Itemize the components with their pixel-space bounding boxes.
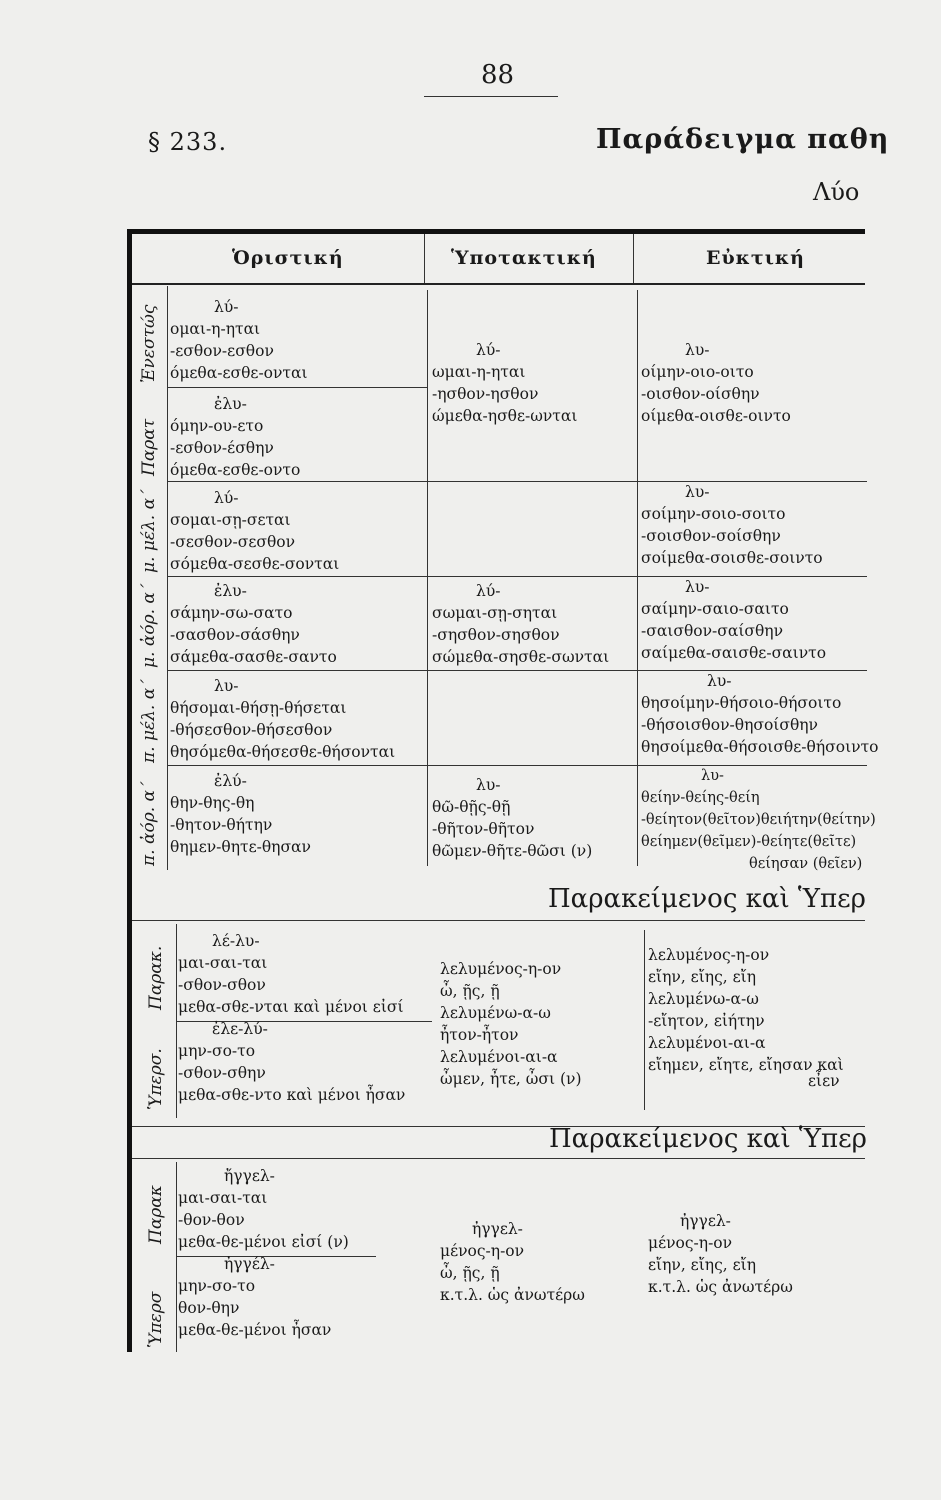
stem: λύ-	[476, 341, 501, 359]
aorist-middle-subjunctive	[432, 580, 609, 668]
form: σόμεθα-σεσθε-σονται	[170, 555, 340, 573]
stem: λυ-	[707, 672, 732, 690]
form: θην-θης-θη	[170, 794, 255, 812]
stem: ἠγγελ-	[680, 1212, 731, 1230]
form: -εσθον-εσθον	[170, 342, 274, 360]
form: θησοίμην-θήσοιο-θήσοιτο	[641, 694, 842, 712]
aorist-middle-optative	[641, 576, 826, 664]
form: -σθον-σθην	[178, 1064, 266, 1082]
page-title: Παράδειγμα παθη	[596, 124, 890, 155]
stem: ἐλυ-	[214, 582, 247, 600]
stem: ἐλε-λύ-	[212, 1020, 268, 1038]
page-number: 88	[481, 60, 515, 90]
section-rule	[132, 1158, 865, 1159]
form: θησόμεθα-θήσεσθε-θήσονται	[170, 743, 396, 761]
perfect-optative-1	[648, 944, 844, 1092]
form: εἴην, εἴης, εἴη	[648, 1256, 756, 1274]
section-heading-perfect-2: Παρακείμενος καὶ Ὑπερ	[549, 1124, 867, 1154]
form: ομαι-η-ηται	[170, 320, 261, 338]
column-divider	[637, 290, 638, 866]
form: σωμαι-σῃ-σηται	[432, 604, 558, 622]
form: θείην-θείης-θείη	[641, 790, 760, 806]
form: κ.τ.λ. ὡς ἀνωτέρω	[648, 1278, 793, 1296]
tense-label-perfect: Παρακ	[146, 1185, 166, 1244]
form: θημεν-θητε-θησαν	[170, 838, 311, 856]
form: εἴημεν, εἴητε, εἴησαν καὶ	[648, 1056, 844, 1074]
form: μεθα-σθε-νται καὶ μένοι εἰσί	[178, 998, 404, 1016]
table-left-rule	[127, 229, 132, 1352]
header-rule	[132, 283, 865, 285]
column-header-indicative: Ὁριστική	[232, 247, 344, 269]
form: -εσθον-έσθην	[170, 439, 274, 457]
form: ὦ, ῇς, ῇ	[440, 1264, 500, 1282]
stem: ἠγγέλ-	[224, 1255, 275, 1273]
stem: ἤγγελ-	[224, 1167, 275, 1185]
tense-label-pluperfect: Ὑπερσ	[146, 1291, 166, 1348]
form: σώμεθα-σησθε-σωνται	[432, 648, 610, 666]
form: σάμην-σω-σατο	[170, 604, 293, 622]
stem: λυ-	[476, 776, 501, 794]
stem: λύ-	[214, 489, 239, 507]
form: ωμαι-η-ηται	[432, 363, 526, 381]
column-header-subjunctive: Ὑποτακτική	[451, 247, 597, 269]
section-rule	[132, 920, 865, 921]
stem: λυ-	[685, 341, 710, 359]
form: -ησθον-ησθον	[432, 385, 539, 403]
stem: λύ-	[476, 582, 501, 600]
perfect-optative-2	[648, 1210, 793, 1298]
future-passive-indicative	[170, 675, 395, 763]
header-divider	[633, 234, 634, 284]
section-heading-perfect-1: Παρακείμενος καὶ Ὑπερ	[548, 884, 866, 914]
perfect-subjunctive-1	[440, 958, 582, 1090]
form: μεθα-θε-μένοι εἰσί (ν)	[178, 1233, 349, 1251]
tense-label-imperfect: Παρατ	[139, 418, 159, 476]
label-column-divider	[167, 286, 168, 870]
stem: λυ-	[685, 483, 710, 501]
tense-label-aorist-passive: π. ἀόρ. α´	[139, 781, 159, 866]
table-top-rule	[127, 229, 865, 234]
form: -θήσοισθον-θησοίσθην	[641, 716, 818, 734]
tense-label-future-passive: π. μέλ. α´	[139, 679, 159, 763]
form: μην-σο-το	[178, 1042, 256, 1060]
form: -σαισθον-σαίσθην	[641, 622, 784, 640]
form: ὦ, ῇς, ῇ	[440, 982, 500, 1000]
form: θησοίμεθα-θήσοισθε-θήσοιντο	[641, 738, 879, 756]
form: εἶεν	[808, 1072, 840, 1090]
future-passive-optative	[641, 670, 878, 758]
tense-label-future-middle: μ. μέλ. α´	[139, 489, 159, 573]
form: -θείητον(θεῖτον)θειήτην(θείτην)	[641, 812, 876, 828]
form: μεθα-θε-μένοι ἦσαν	[178, 1321, 332, 1339]
stem: λύ-	[214, 298, 239, 316]
aorist-middle-indicative	[170, 580, 337, 668]
tense-label-present: Ἐνεστώς	[139, 304, 159, 383]
form: λελυμένω-α-ω	[440, 1004, 551, 1022]
column-divider	[427, 290, 428, 866]
form: μεθα-σθε-ντο καὶ μένοι ἦσαν	[178, 1086, 406, 1104]
verb-subtitle: Λύο	[813, 178, 860, 206]
form: -σησθον-σησθον	[432, 626, 560, 644]
stem: ἠγγελ-	[472, 1220, 523, 1238]
form: -σεσθον-σεσθον	[170, 533, 296, 551]
future-middle-optative	[641, 481, 823, 569]
form: λελυμένοι-αι-α	[440, 1048, 558, 1066]
imperfect-indicative	[170, 393, 300, 481]
page-number-rule	[424, 96, 558, 97]
aorist-passive-indicative	[170, 770, 311, 858]
form: θῶ-θῇς-θῇ	[432, 798, 511, 816]
form: θον-θην	[178, 1299, 240, 1317]
form: -σασθον-σάσθην	[170, 626, 300, 644]
form: οίμεθα-οισθε-οιντο	[641, 407, 791, 425]
present-indicative	[170, 296, 308, 384]
aorist-passive-optative	[641, 765, 876, 875]
form: σαίμην-σαιο-σαιτο	[641, 600, 789, 618]
stem: ἐλυ-	[214, 395, 247, 413]
form: όμην-ου-ετο	[170, 417, 264, 435]
form: εἴην, εἴης, εἴη	[648, 968, 756, 986]
form: -σθον-σθον	[178, 976, 266, 994]
form: ὦμεν, ἦτε, ὦσι (ν)	[440, 1070, 582, 1088]
form: -σοισθον-σοίσθην	[641, 527, 781, 545]
form: μένος-η-ον	[648, 1234, 733, 1252]
form: λελυμένοι-αι-α	[648, 1034, 766, 1052]
column-divider	[644, 930, 645, 1110]
future-middle-indicative	[170, 487, 339, 575]
form: θῶμεν-θῆτε-θῶσι (ν)	[432, 842, 593, 860]
label-column-divider	[176, 1162, 177, 1352]
section-number: § 233.	[148, 128, 228, 156]
form: θείησαν (θεῖεν)	[749, 856, 863, 872]
form: μαι-σαι-ται	[178, 1189, 268, 1207]
form: -θήσεσθον-θήσεσθον	[170, 721, 333, 739]
tense-label-pluperfect: Ὑπερσ.	[146, 1048, 166, 1110]
perfect-indicative-2	[178, 1165, 349, 1341]
perfect-indicative-1	[178, 930, 405, 1106]
tense-label-aorist-middle: μ. ἀόρ. α´	[139, 583, 159, 668]
form: -θῆτον-θῆτον	[432, 820, 535, 838]
form: λελυμένω-α-ω	[648, 990, 759, 1008]
form: οίμην-οιο-οιτο	[641, 363, 754, 381]
stem: λυ-	[214, 677, 239, 695]
form: όμεθα-εσθε-οντο	[170, 461, 301, 479]
form: -θητον-θήτην	[170, 816, 273, 834]
form: σαίμεθα-σαισθε-σαιντο	[641, 644, 827, 662]
form: μένος-η-ον	[440, 1242, 525, 1260]
form: -εἴητον, εἰήτην	[648, 1012, 765, 1030]
form: όμεθα-εσθε-ονται	[170, 364, 308, 382]
form: ώμεθα-ησθε-ωνται	[432, 407, 578, 425]
form: λελυμένος-η-ον	[440, 960, 562, 978]
row-rule	[167, 387, 427, 388]
tense-label-perfect: Παρακ.	[146, 945, 166, 1010]
form: -θον-θον	[178, 1211, 245, 1229]
stem: λέ-λυ-	[212, 932, 260, 950]
form: ἦτον-ἦτον	[440, 1026, 519, 1044]
form: θείημεν(θεῖμεν)-θείητε(θεῖτε)	[641, 834, 857, 850]
form: σάμεθα-σασθε-σαντο	[170, 648, 337, 666]
form: λελυμένος-η-ον	[648, 946, 770, 964]
perfect-subjunctive-2	[440, 1218, 585, 1306]
column-header-optative: Εὐκτική	[706, 247, 805, 269]
form: σομαι-σῃ-σεται	[170, 511, 291, 529]
form: σοίμεθα-σοισθε-σοιντο	[641, 549, 823, 567]
aorist-passive-subjunctive	[432, 774, 592, 862]
form: -οισθον-οίσθην	[641, 385, 760, 403]
stem: λυ-	[701, 768, 724, 784]
header-divider	[424, 234, 425, 284]
form: σοίμην-σοιο-σοιτο	[641, 505, 786, 523]
present-optative	[641, 339, 791, 427]
stem: ἐλύ-	[214, 772, 247, 790]
form: θήσομαι-θήσῃ-θήσεται	[170, 699, 347, 717]
form: μην-σο-το	[178, 1277, 256, 1295]
present-subjunctive	[432, 339, 577, 427]
form: κ.τ.λ. ὡς ἀνωτέρω	[440, 1286, 585, 1304]
stem: λυ-	[685, 578, 710, 596]
form: μαι-σαι-ται	[178, 954, 268, 972]
